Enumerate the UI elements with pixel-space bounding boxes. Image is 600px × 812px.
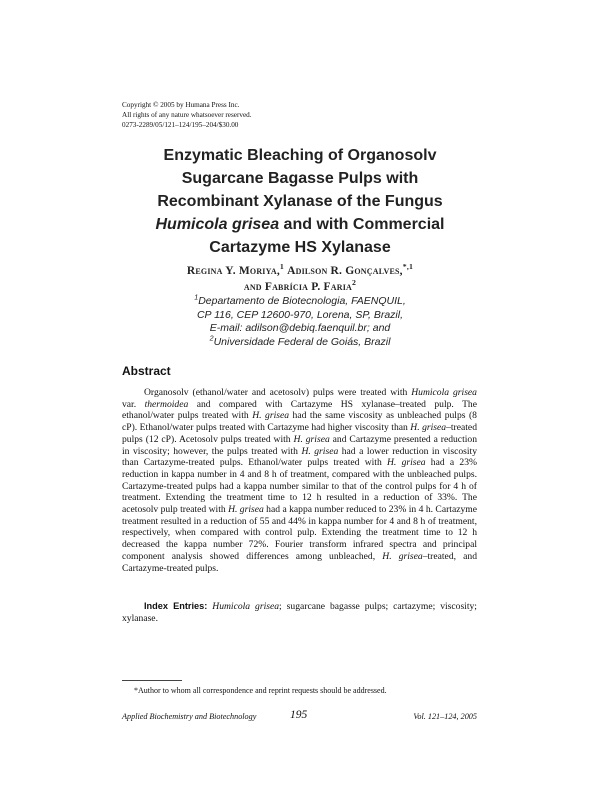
- affil-email-line: E-mail: adilson@debiq.faenquil.br; and: [209, 322, 391, 334]
- affil-mark: 1: [194, 293, 199, 302]
- title-line-3: Recombinant Xylanase of the Fungus: [157, 193, 443, 210]
- author-affil-mark: 2: [352, 278, 357, 288]
- title-line-4: [100, 213, 500, 236]
- correspondence-footnote: *Author to whom all correspondence and reprint requests should be addressed.: [134, 686, 387, 695]
- affil-line-1: Departamento de Biotecnologia, FAENQUIL,: [198, 295, 406, 307]
- journal-name: Applied Biochemistry and Biotechnology: [122, 712, 257, 721]
- index-entries-label: Index Entries:: [144, 601, 208, 611]
- index-entries-list: ; sugarcane bagasse pulps; cartazyme; viscosity; xylanase.: [122, 601, 477, 624]
- author-moriya: Regina Y. Moriya,: [186, 265, 280, 277]
- abstract-body: Organosolv (ethanol/water and acetosolv) pulps were treated with Humicola grisea var. thermoidea and compared with Cartazyme HS xylanase–treated pulp. The ethanol/water pulps treated with H. grisea had the same viscosity as unbleached pulps (8 cP). Ethanol/water pulps treated with Cartazyme had higher viscosity than H. grisea–treated pulps (12 cP). Acetosolv pulps treated with H. grisea and Cartazyme presented a reduction in viscosity; however, the pulps treated with H. grisea had a lower reduction in viscosity than Cartazyme-treated pulps. Ethanol/water pulps treated with H. grisea had a 23% reduction in kappa number in 4 and 8 h of treatment, compared with the unbleached pulps. Cartazyme-treated pulps had a kappa number similar to that of the control pulps for 4 h of treatment. Extending the treatment time to 12 h resulted in a reduction of 33%. The acetosolv pulp treated with H. grisea had a kappa number reduced to 23% in 4 h. Cartazyme treatment resulted in a reduction of 55 and 44% in kappa number for 4 and 8 h of treatment, respectively, when compared with control pulp. Extending the treatment time to 12 h decreased the kappa number 72%. Fourier transform infrared spectra and principal component analysis showed differences among unbleached, H. grisea–treated, and Cartazyme-treated pulps.: [122, 387, 477, 574]
- author-goncalves: Adilson R. Gonçalves,: [287, 265, 403, 277]
- title-line-1: Enzymatic Bleaching of Organosolv: [163, 147, 437, 164]
- rights-line: All rights of any nature whatsoever reserved.: [122, 111, 252, 119]
- author-affil-mark: *,1: [402, 262, 414, 272]
- paper-title: [100, 144, 500, 259]
- page-number: 195: [290, 709, 308, 721]
- index-entries: [122, 601, 477, 624]
- title-species: Humicola grisea: [155, 216, 280, 233]
- title-line-5: Cartazyme HS Xylanase: [209, 239, 391, 256]
- index-entry-species: Humicola grisea: [212, 601, 280, 612]
- affiliations: [100, 295, 500, 349]
- copyright-line: Copyright © 2005 by Humana Press Inc.: [122, 101, 240, 109]
- author-affil-mark: 1: [279, 262, 285, 272]
- affil-line-4: Universidade Federal de Goiás, Brazil: [213, 335, 391, 348]
- copyright-notice: [122, 100, 252, 130]
- volume-year: Vol. 121–124, 2005: [413, 712, 477, 721]
- affil-mark: 2: [209, 334, 214, 342]
- author-connector: and: [243, 281, 262, 293]
- abstract-heading: Abstract: [122, 364, 171, 378]
- author-faria: Fabrícia P. Faria: [264, 281, 353, 293]
- author-list: [100, 263, 500, 295]
- affil-line-2: CP 116, CEP 12600-970, Lorena, SP, Brazil,: [196, 308, 404, 321]
- footnote-divider: [122, 680, 182, 681]
- title-line-2: Sugarcane Bagasse Pulps with: [181, 170, 419, 187]
- issn-line: 0273-2289/05/121–124/195–204/$30.00: [122, 121, 239, 129]
- title-line-4-rest: and with Commercial: [279, 216, 445, 233]
